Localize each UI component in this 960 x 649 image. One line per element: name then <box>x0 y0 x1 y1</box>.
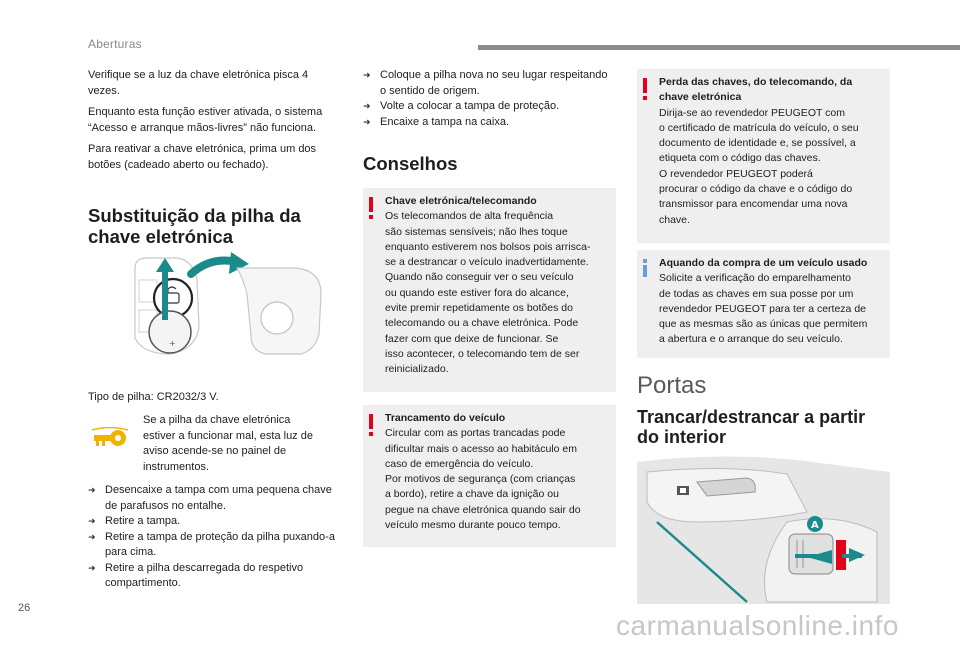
advice-box-line: procurar o código da chave e o código do <box>659 183 853 196</box>
advice-box-line: que as mesmas são as únicas que permitem <box>659 318 868 331</box>
advice-box-line: Por motivos de segurança (com crianças <box>385 473 576 486</box>
step-item: ➜ Desencaixe a tampa com uma pequena chave de parafusos no entalhe. <box>88 484 332 512</box>
watermark: carmanualsonline.info <box>616 610 899 641</box>
intro-para-1: Verifique se a luz da chave eletrónica pisca 4 vezes. <box>88 69 309 97</box>
advice-box-line: pegue na chave eletrónica quando sair do <box>385 503 581 516</box>
advice-box-line: Os telecomandos de alta frequência <box>385 210 554 223</box>
advice-box-line: evite premir repetidamente os botões do <box>385 302 573 315</box>
section-header: Aberturas <box>88 37 142 51</box>
info-icon <box>642 259 648 277</box>
advice-box-used-vehicle <box>637 250 890 358</box>
advice-box-title: chave eletrónica <box>659 91 742 104</box>
warning-icon <box>642 78 648 100</box>
advice-box-line: Quando não conseguir ver o seu veículo <box>385 271 574 284</box>
page-number: 26 <box>18 602 31 614</box>
battery-heading-line-1: Substituição da pilha da <box>88 205 301 226</box>
advice-box-line: de todas as chaves em sua posse por um <box>659 287 854 300</box>
warning-icon <box>368 414 374 436</box>
battery-type: Tipo de pilha: CR2032/3 V. <box>88 391 219 403</box>
step-item: ➜ Coloque a pilha nova no seu lugar respeitando o sentido de origem. <box>363 69 608 97</box>
key-warning-light-icon <box>90 427 130 449</box>
lock-heading <box>637 407 897 447</box>
step-item: ➜ Volte a colocar a tampa de proteção. <box>363 99 611 115</box>
step-item: ➜ Retire a pilha descarregada do respetivo compartimento. <box>88 561 304 589</box>
advice-box-remote <box>363 188 616 392</box>
lock-heading-line-2: do interior <box>637 427 726 447</box>
advice-box-line: a bordo), retire a chave da ignição ou <box>385 488 559 501</box>
advice-box-line: telecomando ou a chave eletrónica. Pode <box>385 317 579 330</box>
key-fob-illustration <box>125 250 330 360</box>
advice-box-line: a abertura e o arranque do seu veículo. <box>659 333 843 346</box>
advice-box-locking <box>363 405 616 547</box>
advice-box-line: isso acontecer, o telecomando tem de ser <box>385 347 580 360</box>
advice-box-title: Perda das chaves, do telecomando, da <box>659 76 853 88</box>
advice-box-lost-keys <box>637 69 890 243</box>
advice-box-title: Trancamento do veículo <box>385 412 506 424</box>
advice-box-line: veículo mesmo durante pouco tempo. <box>385 519 561 532</box>
battery-warning-text: Se a pilha da chave eletrónica estiver a funcionar mal, esta luz de aviso acende-se no painel de instrumentos. <box>143 414 313 473</box>
step-item: ➜ Retire a tampa de proteção da pilha puxando-a para cima. <box>88 530 335 558</box>
advice-box-line: caso de emergência do veículo. <box>385 457 534 470</box>
header-bar <box>478 45 960 50</box>
arrow-icon: ➜ <box>363 70 371 80</box>
advice-box-line: fazer com que deixe de funcionar. Se <box>385 332 559 345</box>
advice-heading: Conselhos <box>363 153 458 174</box>
advice-box-line: Solicite a verificação do emparelhamento <box>659 272 852 285</box>
advice-box-line: revendedor PEUGEOT para ter a certeza de <box>659 302 866 315</box>
arrow-icon: ➜ <box>88 562 96 573</box>
step-item: ➜ Retire a tampa. <box>88 514 340 530</box>
advice-box-line: ou quando este estiver fora do alcance, <box>385 286 569 299</box>
advice-box-line: reinicializado. <box>385 363 449 376</box>
advice-box-line: chave. <box>659 213 690 226</box>
advice-box-title: Chave eletrónica/telecomando <box>385 195 537 207</box>
arrow-icon: ➜ <box>363 101 371 111</box>
advice-box-line: são sistemas sensíveis; não lhes toque <box>385 225 568 238</box>
advice-box-line: transmissor para encomendar uma nova <box>659 198 848 211</box>
arrow-icon: ➜ <box>363 116 371 127</box>
battery-heading-line-2: chave eletrónica <box>88 226 233 247</box>
advice-box-line: Circular com as portas trancadas pode <box>385 427 566 440</box>
lock-heading-line-1: Trancar/destrancar a partir <box>637 407 866 427</box>
warning-icon <box>368 197 374 219</box>
door-lock-illustration <box>637 452 890 604</box>
advice-box-title: Aquando da compra de um veículo usado <box>659 257 868 269</box>
step-item: ➜ Encaixe a tampa na caixa. <box>363 115 611 131</box>
arrow-icon: ➜ <box>88 531 96 542</box>
col2-steps <box>363 68 611 130</box>
intro-para-2: Enquanto esta função estiver ativada, o sistema “Acesso e arranque mãos-livres” não funciona. <box>88 106 323 134</box>
figure-label-a: A <box>811 520 819 531</box>
advice-box-line: enquanto estiverem nos bolsos pois arrisca- <box>385 240 591 253</box>
advice-box-line: O revendedor PEUGEOT poderá <box>659 167 813 180</box>
arrow-icon: ➜ <box>88 516 96 526</box>
advice-box-line: Dirija-se ao revendedor PEUGEOT com <box>659 106 845 119</box>
intro-para-3: Para reativar a chave eletrónica, prima um dos botões (cadeado aberto ou fechado). <box>88 143 317 171</box>
battery-heading <box>88 205 348 247</box>
advice-box-line: dificultar mais o acesso ao habitáculo em <box>385 442 578 455</box>
advice-box-line: documento de identidade e, se possível, a <box>659 137 856 150</box>
advice-box-line: se a destrancar o veículo inadvertidamente. <box>385 256 589 269</box>
arrow-icon: ➜ <box>88 485 96 495</box>
advice-box-line: etiqueta com o código das chaves. <box>659 152 821 165</box>
col1-intro <box>88 68 340 173</box>
doors-section-title: Portas <box>637 372 707 399</box>
advice-box-line: o certificado de matrícula do veículo, o seu <box>659 121 859 134</box>
col1-steps <box>88 483 340 592</box>
svg-text:+: + <box>169 339 176 348</box>
